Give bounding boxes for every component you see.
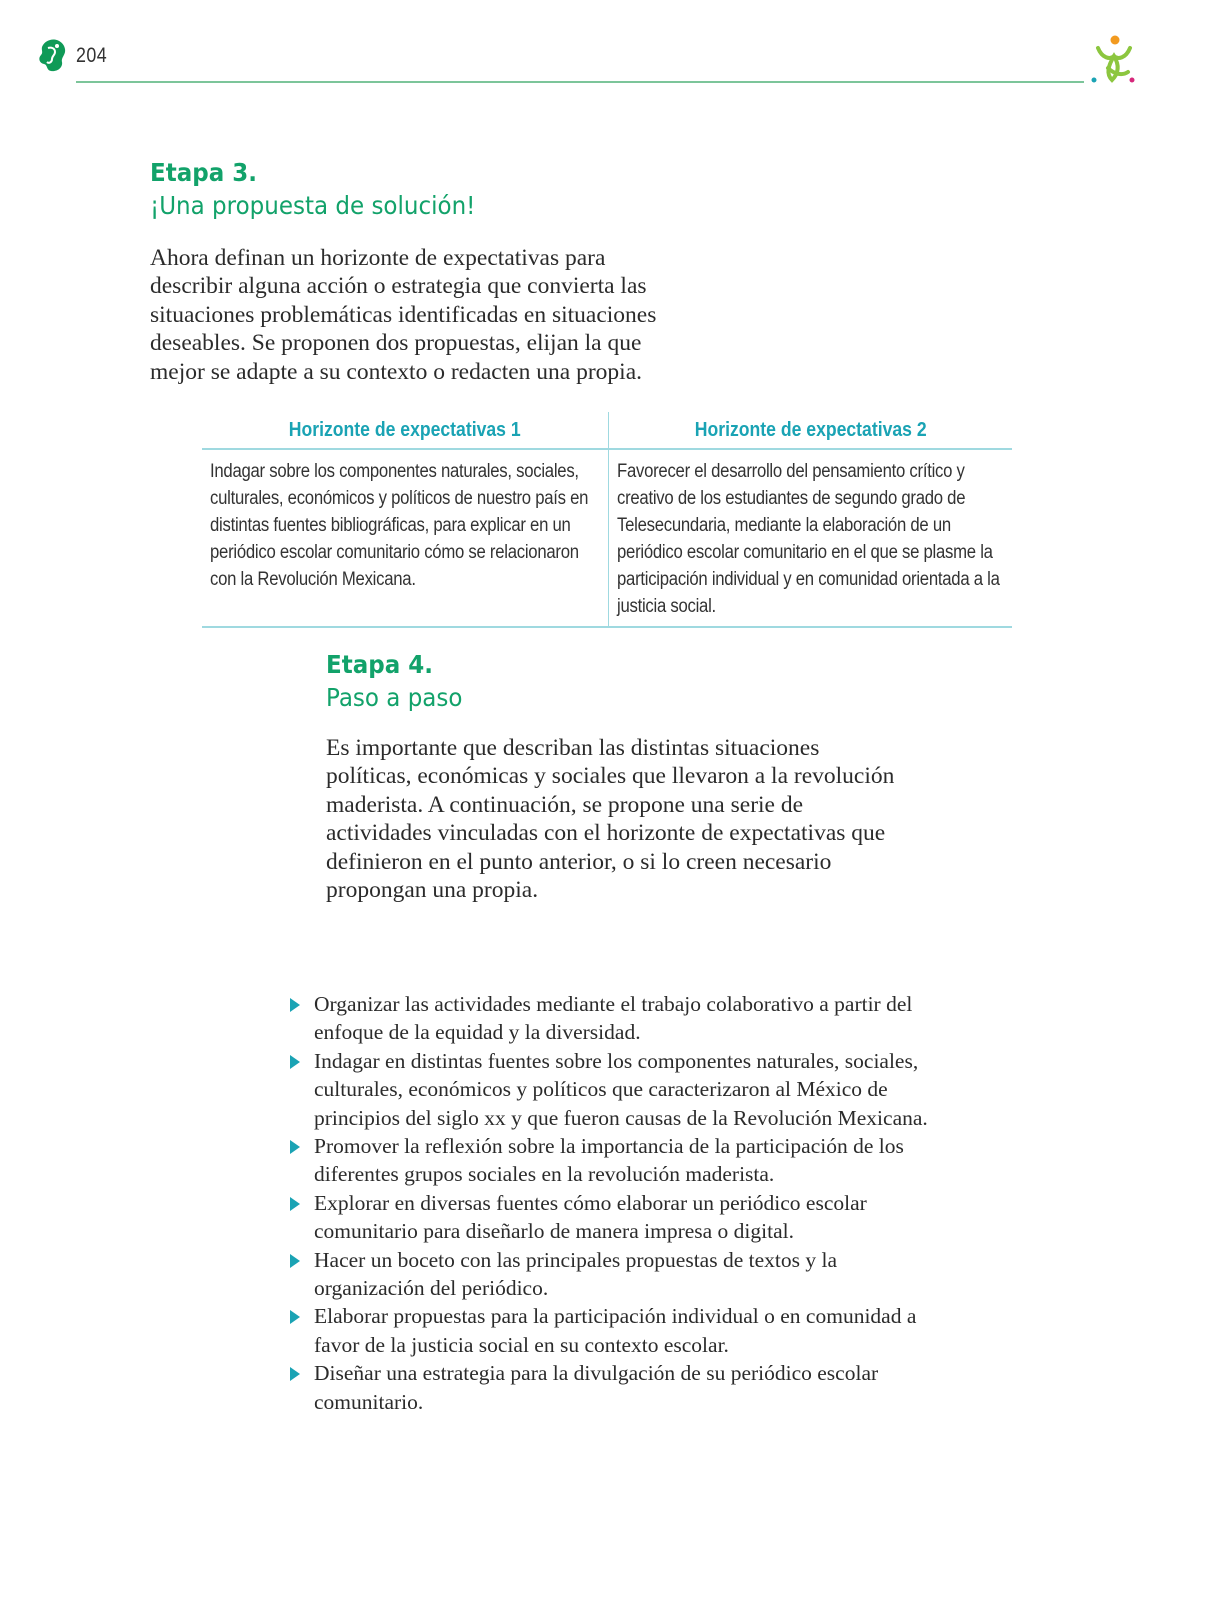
- triangle-bullet-icon: [290, 1310, 300, 1324]
- stage3-subtitle: ¡Una propuesta de solución!: [150, 191, 476, 220]
- stage3-label: Etapa 3.: [150, 158, 257, 187]
- triangle-bullet-icon: [290, 1140, 300, 1154]
- page-number: 204: [76, 44, 108, 67]
- list-item: Indagar en distintas fuentes sobre los componentes naturales, sociales, culturales, económicos y políticos que caracterizaron al México de principios del siglo xx y que fueron causas de la Revolución Mexicana.: [288, 1047, 938, 1132]
- triangle-bullet-icon: [290, 1254, 300, 1268]
- stage4-paragraph: Es importante que describan las distintas situaciones políticas, económicas y sociales que llevaron a la revolución maderista. A continuación, se propone una serie de actividades vinculadas con el horizonte de expectativas que definieron en el punto anterior, o si lo creen necesario propongan una propia.: [326, 735, 895, 904]
- triangle-bullet-icon: [290, 998, 300, 1012]
- stage3-heading: [150, 156, 475, 222]
- stage3-paragraph: Ahora definan un horizonte de expectativas para describir alguna acción o estrategia que convierta las situaciones problemáticas identificadas en situaciones deseables. Se proponen dos propuestas, elijan la que mejor se adapte a su contexto o redacten una propia.: [150, 245, 657, 385]
- list-item: Diseñar una estrategia para la divulgación de su periódico escolar comunitario.: [288, 1359, 938, 1416]
- table-row: [202, 449, 1012, 627]
- stage4-label: Etapa 4.: [326, 650, 433, 679]
- header-rule: [76, 81, 1084, 83]
- triangle-bullet-icon: [290, 1367, 300, 1381]
- list-item: Hacer un boceto con las principales propuestas de textos y la organización del periódico.: [288, 1246, 938, 1303]
- triangle-bullet-icon: [290, 1055, 300, 1069]
- expectations-header-2: Horizonte de expectativas 2: [609, 412, 1012, 449]
- list-item: Explorar en diversas fuentes cómo elaborar un periódico escolar comunitario para diseñarlo de manera impresa o digital.: [288, 1189, 938, 1246]
- colorful-person-emblem-icon: [1088, 34, 1140, 86]
- expectations-cell-1: Indagar sobre los componentes naturales, sociales, culturales, económicos y políticos de nuestro país en distintas fuentes bibliográficas, para explicar en un periódico escolar comunitario cómo se relacionaron con la Revolución Mexicana.: [202, 449, 609, 627]
- stage4-subtitle: Paso a paso: [326, 683, 463, 712]
- list-item: Elaborar propuestas para la participación individual o en comunidad a favor de la justicia social en su contexto escolar.: [288, 1302, 938, 1359]
- triangle-bullet-icon: [290, 1197, 300, 1211]
- stage4-heading: [326, 648, 462, 714]
- list-item: Organizar las actividades mediante el trabajo colaborativo a partir del enfoque de la equidad y la diversidad.: [288, 990, 938, 1047]
- green-leaf-figure-icon: [36, 38, 68, 74]
- expectations-header-1: Horizonte de expectativas 1: [202, 412, 609, 449]
- expectations-table: [202, 412, 1012, 628]
- list-item: Promover la reflexión sobre la importancia de la participación de los diferentes grupos sociales en la revolución maderista.: [288, 1132, 938, 1189]
- activity-list: [288, 990, 938, 1416]
- expectations-cell-2: Favorecer el desarrollo del pensamiento crítico y creativo de los estudiantes de segundo grado de Telesecundaria, mediante la elaboración de un periódico escolar comunitario en el que se plasme la participación individual y en comunidad orientada a la justicia social.: [609, 449, 1012, 627]
